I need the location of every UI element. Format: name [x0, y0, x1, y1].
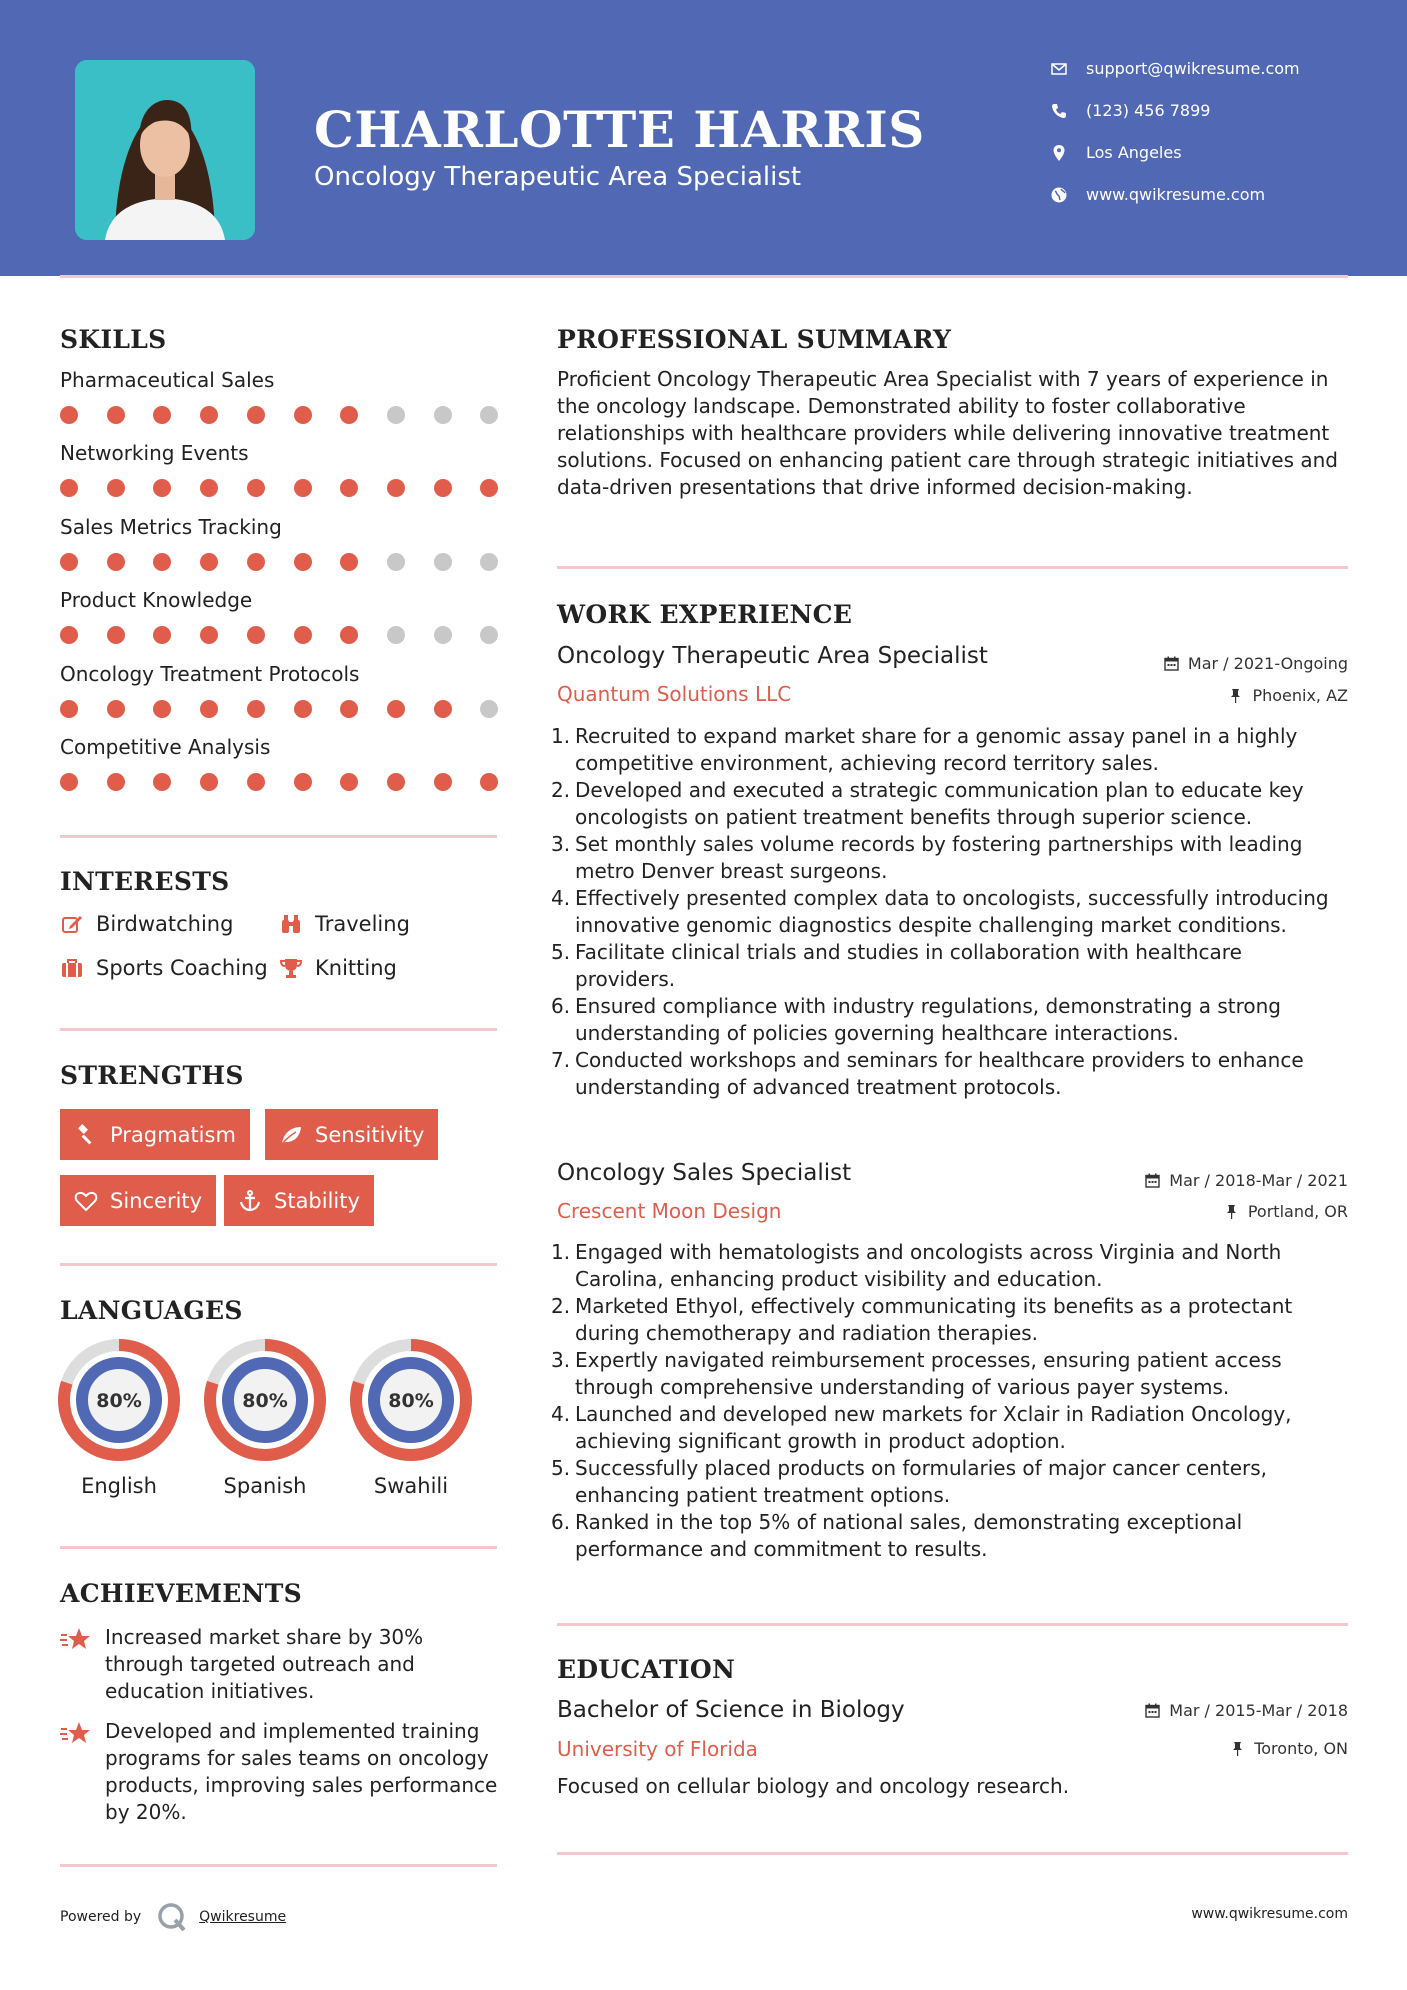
- job-title: Oncology Sales Specialist: [557, 1160, 852, 1186]
- language-percent: 80%: [242, 1390, 288, 1412]
- interest-label: Sports Coaching: [96, 956, 268, 980]
- contact-website-text: www.qwikresume.com: [1086, 185, 1266, 204]
- achievement-item: [60, 1624, 500, 1705]
- rating-dot-empty: [480, 700, 498, 718]
- strength-label: Sensitivity: [315, 1122, 425, 1147]
- experience-divider: [557, 1623, 1348, 1626]
- education-divider: [557, 1852, 1348, 1855]
- job-bullet: 1. Engaged with hematologists and oncologists across Virginia and North Carolina, enhancing product visibility and education.: [551, 1240, 1282, 1291]
- rating-dot-filled: [340, 553, 358, 571]
- job-bullet-text: Developed and executed a strategic communication plan to educate key oncologists on patient treatment benefits through superior science.: [575, 778, 1304, 829]
- rating-dot-filled: [434, 700, 452, 718]
- rating-dot-empty: [480, 626, 498, 644]
- language-ring: [203, 1338, 327, 1462]
- education-dates-text: Mar / 2015-Mar / 2018: [1169, 1701, 1348, 1720]
- job-bullet-text: Ranked in the top 5% of national sales, demonstrating exceptional performance and commitment to results.: [575, 1510, 1243, 1561]
- skill-label: Sales Metrics Tracking: [60, 514, 282, 539]
- contact-email-text: support@qwikresume.com: [1086, 59, 1300, 78]
- strengths-divider: [60, 1263, 497, 1266]
- strength-badge: [60, 1175, 216, 1226]
- rating-dot-filled: [60, 700, 78, 718]
- interest-item: [279, 956, 397, 980]
- job-dates-text: Mar / 2018-Mar / 2021: [1169, 1171, 1348, 1190]
- skill-rating: [60, 553, 500, 571]
- strength-badge: [60, 1109, 250, 1160]
- job-bullet: 4. Launched and developed new markets for Xclair in Radiation Oncology, achieving significant growth in product adoption.: [551, 1402, 1292, 1453]
- contact-website[interactable]: [1050, 185, 1265, 204]
- interests-divider: [60, 1028, 497, 1031]
- skill-label: Competitive Analysis: [60, 735, 271, 759]
- skill-rating: [60, 406, 500, 424]
- resume-header: [0, 0, 1407, 276]
- rating-dot-filled: [387, 700, 405, 718]
- languages-divider: [60, 1546, 497, 1549]
- education-location: [1230, 1739, 1348, 1758]
- contact-location: [1050, 143, 1182, 162]
- job-dates-text: Mar / 2021-Ongoing: [1187, 654, 1348, 673]
- job-location: [1228, 686, 1348, 705]
- job-location-text: Phoenix, AZ: [1252, 686, 1348, 705]
- strength-badge: [224, 1175, 374, 1226]
- achievements-divider: [60, 1864, 497, 1867]
- rating-dot-filled: [60, 479, 78, 497]
- footer-url[interactable]: www.qwikresume.com: [1191, 1906, 1348, 1922]
- achievement-text: Increased market share by 30% through targeted outreach and education initiatives.: [105, 1625, 424, 1703]
- calendar-icon: [1145, 1173, 1160, 1188]
- rating-dot-filled: [294, 553, 312, 571]
- strengths-heading: STRENGTHS: [60, 1061, 244, 1090]
- skill-rating: [60, 773, 500, 791]
- job-bullet: 2. Marketed Ethyol, effectively communicating its benefits as a protectant during chemotherapy and radiation therapies.: [551, 1294, 1293, 1345]
- rating-dot-filled: [107, 700, 125, 718]
- rating-dot-filled: [294, 626, 312, 644]
- rating-dot-filled: [60, 553, 78, 571]
- job-bullet: 7. Conducted workshops and seminars for healthcare providers to enhance understanding of advanced treatment protocols.: [551, 1048, 1304, 1099]
- rating-dot-filled: [340, 700, 358, 718]
- rating-dot-filled: [153, 406, 171, 424]
- heart-icon: [74, 1189, 98, 1213]
- rating-dot-filled: [153, 553, 171, 571]
- pushpin-icon: [1230, 1741, 1245, 1756]
- rating-dot-filled: [200, 406, 218, 424]
- interest-label: Knitting: [315, 956, 397, 980]
- job-bullet: 6. Ranked in the top 5% of national sales, demonstrating exceptional performance and commitment to results.: [551, 1510, 1243, 1561]
- interest-item: [279, 912, 410, 936]
- contact-phone[interactable]: [1050, 101, 1210, 120]
- rating-dot-filled: [60, 773, 78, 791]
- education-description: Focused on cellular biology and oncology research.: [557, 1774, 1070, 1798]
- job-company: Crescent Moon Design: [557, 1199, 782, 1223]
- footer-powered-by: [60, 1900, 286, 1934]
- rating-dot-empty: [480, 553, 498, 571]
- rating-dot-empty: [387, 406, 405, 424]
- skill-label: Product Knowledge: [60, 588, 253, 613]
- job-bullet-text: Launched and developed new markets for Xclair in Radiation Oncology, achieving significant growth in product adoption.: [575, 1402, 1292, 1453]
- rating-dot-filled: [340, 406, 358, 424]
- job-bullet-text: Ensured compliance with industry regulations, demonstrating a strong understanding of policies governing healthcare interactions.: [575, 994, 1281, 1045]
- rating-dot-filled: [107, 626, 125, 644]
- rating-dot-empty: [434, 553, 452, 571]
- achievements-heading: ACHIEVEMENTS: [60, 1579, 302, 1608]
- achievement-item: [60, 1718, 500, 1826]
- skill-label: Networking Events: [60, 441, 249, 466]
- job-bullet-text: Expertly navigated reimbursement processes, ensuring patient access through comprehensive understanding of various payer systems.: [575, 1348, 1282, 1399]
- phone-icon: [1050, 102, 1068, 120]
- rating-dot-empty: [387, 626, 405, 644]
- rating-dot-filled: [340, 626, 358, 644]
- job-company: Quantum Solutions LLC: [557, 682, 792, 706]
- binoculars-icon: [279, 912, 303, 936]
- interest-item: [60, 912, 233, 936]
- rating-dot-filled: [387, 479, 405, 497]
- rating-dot-empty: [480, 406, 498, 424]
- brand-link[interactable]: Qwikresume: [199, 1909, 287, 1925]
- skill-rating: [60, 479, 500, 497]
- rating-dot-filled: [200, 479, 218, 497]
- job-title: Oncology Therapeutic Area Specialist: [557, 643, 988, 669]
- calendar-icon: [1164, 656, 1179, 671]
- job-location: [1224, 1202, 1348, 1221]
- rating-dot-filled: [200, 773, 218, 791]
- leaf-icon: [279, 1123, 303, 1147]
- powered-by-text: Powered by: [60, 1909, 142, 1925]
- job-bullet: 6. Ensured compliance with industry regulations, demonstrating a strong understanding of policies governing healthcare interactions.: [551, 994, 1281, 1045]
- rating-dot-filled: [247, 626, 265, 644]
- job-bullet: 5. Facilitate clinical trials and studies in collaboration with healthcare providers.: [551, 940, 1242, 991]
- rating-dot-filled: [107, 479, 125, 497]
- briefcase-icon: [60, 956, 84, 980]
- contact-location-text: Los Angeles: [1086, 143, 1182, 162]
- job-dates: [1164, 654, 1348, 673]
- language-percent: 80%: [96, 1390, 142, 1412]
- qwikresume-logo-icon: [155, 1900, 189, 1934]
- rating-dot-filled: [200, 553, 218, 571]
- job-bullets: [551, 1239, 1347, 1563]
- rating-dot-filled: [153, 773, 171, 791]
- rating-dot-filled: [480, 479, 498, 497]
- achievement-text: Developed and implemented training programs for sales teams on oncology products, improving sales performance by 20%.: [105, 1719, 498, 1824]
- language-name: Spanish: [223, 1474, 307, 1498]
- job-bullet-text: Marketed Ethyol, effectively communicating its benefits as a protectant during chemotherapy and radiation therapies.: [575, 1294, 1293, 1345]
- rating-dot-filled: [294, 700, 312, 718]
- contact-phone-text: (123) 456 7899: [1086, 101, 1211, 120]
- pushpin-icon: [1224, 1204, 1239, 1219]
- job-bullet: 4. Effectively presented complex data to oncologists, successfully introducing innovative genomic diagnostics despite challenging market conditions.: [551, 886, 1329, 937]
- job-bullet-text: Successfully placed products on formularies of major cancer centers, enhancing patient treatment options.: [575, 1456, 1268, 1507]
- rating-dot-filled: [340, 479, 358, 497]
- rating-dot-filled: [434, 773, 452, 791]
- header-divider: [60, 275, 1348, 278]
- skill-rating: [60, 700, 500, 718]
- job-bullets: [551, 723, 1347, 1101]
- star-icon: [60, 1720, 92, 1748]
- trophy-icon: [279, 956, 303, 980]
- skill-label: Pharmaceutical Sales: [60, 368, 275, 392]
- interest-label: Birdwatching: [96, 912, 234, 936]
- calendar-icon: [1145, 1703, 1160, 1718]
- rating-dot-empty: [434, 626, 452, 644]
- profile-photo: [75, 60, 255, 240]
- rating-dot-filled: [247, 553, 265, 571]
- rating-dot-filled: [200, 626, 218, 644]
- education-degree: Bachelor of Science in Biology: [557, 1697, 905, 1723]
- language-name: Swahili: [373, 1474, 449, 1498]
- language-ring: [57, 1338, 181, 1462]
- job-bullet-text: Engaged with hematologists and oncologists across Virginia and North Carolina, enhancing product visibility and education.: [575, 1240, 1282, 1291]
- rating-dot-filled: [294, 406, 312, 424]
- rating-dot-filled: [247, 479, 265, 497]
- interest-label: Traveling: [315, 912, 410, 936]
- pencil-square-icon: [60, 912, 84, 936]
- contact-email[interactable]: [1050, 59, 1300, 78]
- job-bullet-text: Recruited to expand market share for a genomic assay panel in a highly competitive environment, achieving record territory sales.: [575, 724, 1298, 775]
- strength-label: Stability: [274, 1188, 360, 1213]
- job-bullet: 1. Recruited to expand market share for a genomic assay panel in a highly competitive environment, achieving record territory sales.: [551, 724, 1298, 775]
- gavel-icon: [74, 1123, 98, 1147]
- education-location-text: Toronto, ON: [1254, 1739, 1348, 1758]
- job-location-text: Portland, OR: [1247, 1202, 1348, 1221]
- job-bullet-text: Set monthly sales volume records by fostering partnerships with leading metro Denver breast surgeons.: [575, 832, 1303, 883]
- anchor-icon: [238, 1189, 262, 1213]
- summary-heading: PROFESSIONAL SUMMARY: [557, 325, 952, 354]
- languages-heading: LANGUAGES: [60, 1296, 243, 1325]
- job-bullet-text: Facilitate clinical trials and studies in collaboration with healthcare providers.: [575, 940, 1242, 991]
- rating-dot-filled: [153, 626, 171, 644]
- rating-dot-filled: [480, 773, 498, 791]
- education-school: University of Florida: [557, 1737, 758, 1761]
- rating-dot-filled: [434, 479, 452, 497]
- job-bullet: 2. Developed and executed a strategic communication plan to educate key oncologists on patient treatment benefits through superior science.: [551, 778, 1304, 829]
- rating-dot-empty: [434, 406, 452, 424]
- skill-rating: [60, 626, 500, 644]
- strength-badge: [265, 1109, 438, 1160]
- summary-text: Proficient Oncology Therapeutic Area Specialist with 7 years of experience in the oncology landscape. Demonstrated ability to foster collaborative relationships with healthcare providers while delivering innovative treatment solutions. Focused on enhancing patient care through strategic initiatives and data-driven presentations that drive informed decision-making.: [557, 367, 1338, 499]
- rating-dot-filled: [107, 553, 125, 571]
- strength-label: Pragmatism: [110, 1122, 236, 1147]
- rating-dot-filled: [247, 773, 265, 791]
- interests-heading: INTERESTS: [60, 867, 230, 896]
- rating-dot-filled: [340, 773, 358, 791]
- rating-dot-filled: [107, 773, 125, 791]
- rating-dot-empty: [387, 553, 405, 571]
- language-name: English: [81, 1474, 157, 1498]
- job-bullet: 3. Set monthly sales volume records by fostering partnerships with leading metro Denver breast surgeons.: [551, 832, 1303, 883]
- candidate-role: Oncology Therapeutic Area Specialist: [314, 162, 802, 192]
- rating-dot-filled: [60, 406, 78, 424]
- strength-label: Sincerity: [110, 1188, 203, 1213]
- rating-dot-filled: [387, 773, 405, 791]
- rating-dot-filled: [153, 700, 171, 718]
- job-dates: [1145, 1171, 1348, 1190]
- skill-label: Oncology Treatment Protocols: [60, 661, 360, 686]
- rating-dot-filled: [107, 406, 125, 424]
- envelope-icon: [1050, 60, 1068, 78]
- rating-dot-filled: [247, 406, 265, 424]
- job-bullet: 5. Successfully placed products on formularies of major cancer centers, enhancing patient treatment options.: [551, 1456, 1268, 1507]
- rating-dot-filled: [247, 700, 265, 718]
- summary-divider: [557, 566, 1348, 569]
- education-heading: EDUCATION: [557, 1655, 736, 1684]
- pushpin-icon: [1228, 688, 1243, 703]
- rating-dot-filled: [153, 479, 171, 497]
- globe-icon: [1050, 186, 1068, 204]
- job-bullet-text: Conducted workshops and seminars for healthcare providers to enhance understanding of advanced treatment protocols.: [575, 1048, 1304, 1099]
- rating-dot-filled: [294, 773, 312, 791]
- rating-dot-filled: [294, 479, 312, 497]
- skills-divider: [60, 835, 497, 838]
- job-bullet: 3. Expertly navigated reimbursement processes, ensuring patient access through comprehensive understanding of various payer systems.: [551, 1348, 1282, 1399]
- experience-heading: WORK EXPERIENCE: [557, 600, 853, 629]
- job-bullet-text: Effectively presented complex data to oncologists, successfully introducing innovative genomic diagnostics despite challenging market conditions.: [575, 886, 1329, 937]
- location-pin-icon: [1050, 144, 1068, 162]
- rating-dot-filled: [60, 626, 78, 644]
- skills-heading: SKILLS: [60, 325, 167, 354]
- star-icon: [60, 1626, 92, 1654]
- education-dates: [1145, 1701, 1348, 1720]
- language-percent: 80%: [388, 1390, 434, 1412]
- rating-dot-filled: [200, 700, 218, 718]
- interest-item: [60, 956, 268, 980]
- candidate-name: CHARLOTTE HARRIS: [314, 100, 925, 159]
- language-ring: [349, 1338, 473, 1462]
